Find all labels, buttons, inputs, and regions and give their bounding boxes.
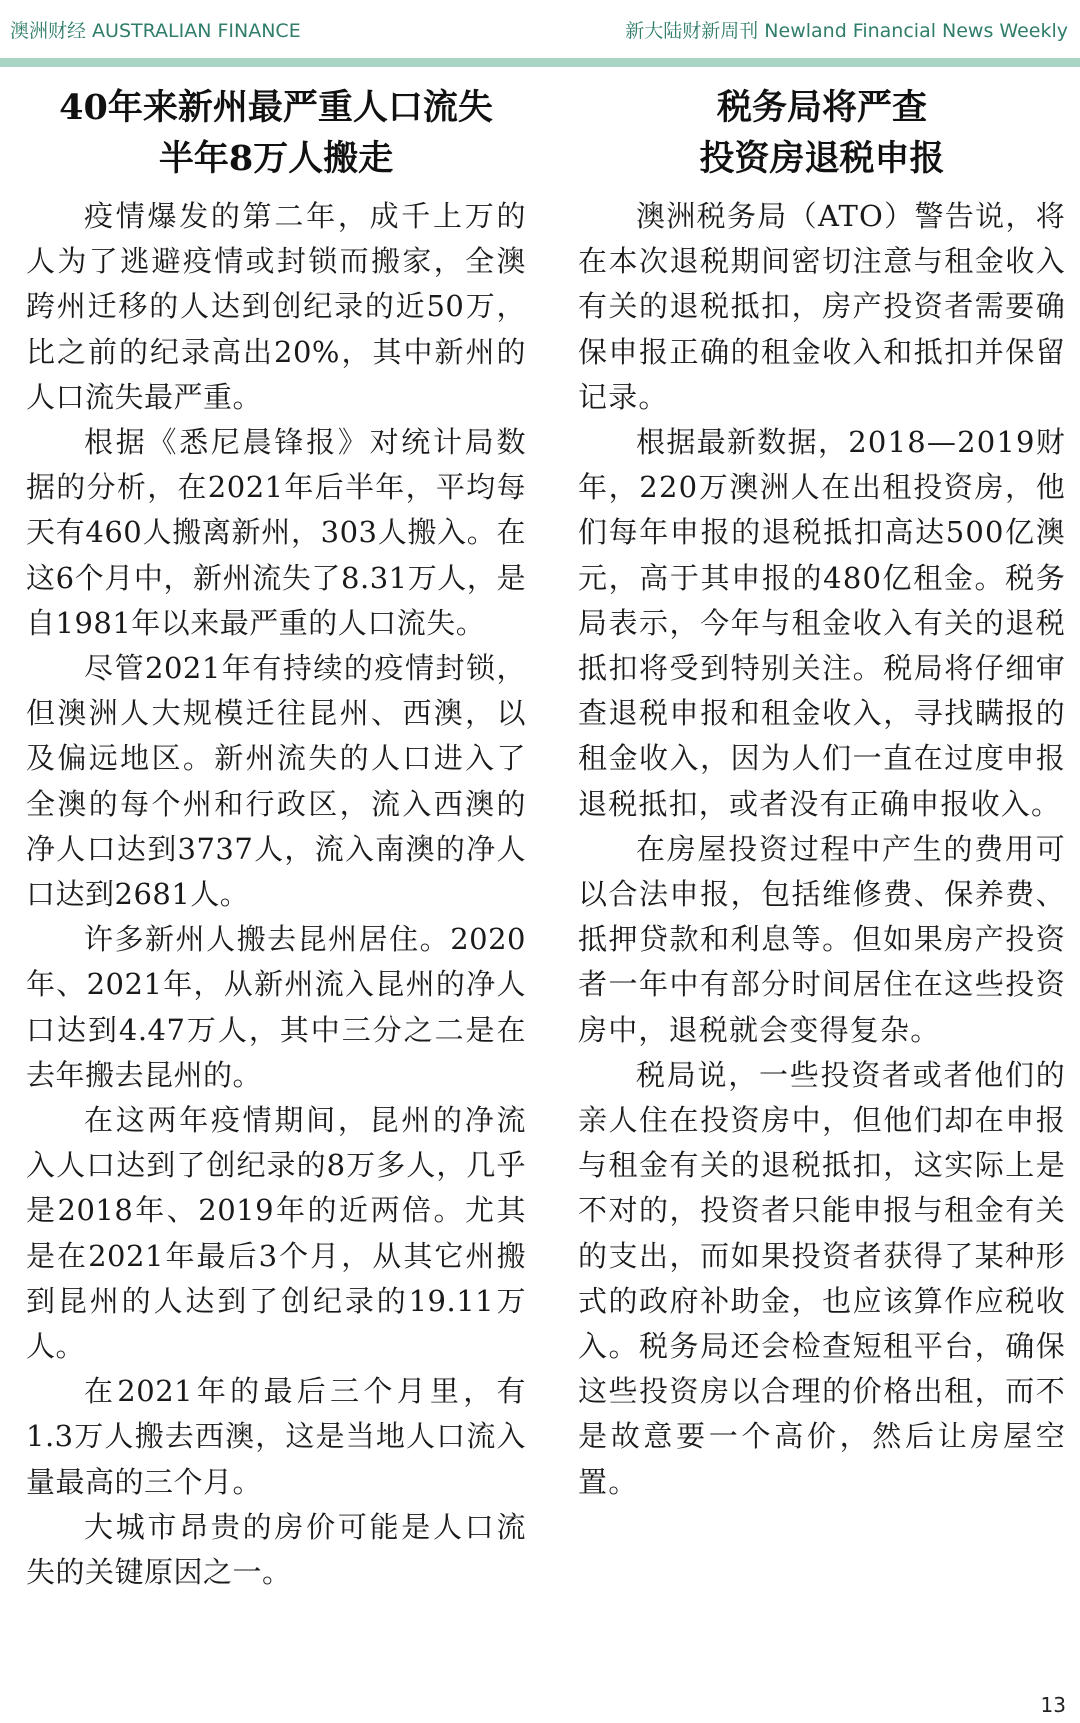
left-article-title [26, 82, 526, 184]
paragraph: 在2021年的最后三个月里，有1.3万人搬去西澳，这是当地人口流入量最高的三个月。 [26, 1374, 526, 1499]
paragraph: 疫情爆发的第二年，成千上万的人为了逃避疫情或封锁而搬家，全澳跨州迁移的人达到创纪录的近50万，比之前的纪录高出20%，其中新州的人口流失最严重。 [26, 199, 526, 414]
paragraph: 在房屋投资过程中产生的费用可以合法申报，包括维修费、保养费、抵押贷款和利息等。但如果房产投资者一年中有部分时间居住在这些投资房中，退税就会变得复杂。 [578, 831, 1066, 1047]
header-divider [0, 58, 1080, 67]
right-article [578, 82, 1066, 1505]
right-article-title [578, 82, 1066, 184]
paragraph: 根据《悉尼晨锋报》对统计局数据的分析，在2021年后半年，平均每天有460人搬离新州，303人搬入。在这6个月中，新州流失了8.31万人，是自1981年以来最严重的人口流失。 [26, 425, 526, 640]
paragraph: 澳洲税务局（ATO）警告说，将在本次退税期间密切注意与租金收入有关的退税抵扣，房产投资者需要确保申报正确的租金收入和抵扣并保留记录。 [578, 199, 1066, 414]
publication-series: 新大陆财新周刊 Newland Financial News Weekly [625, 19, 1068, 42]
paragraph: 在这两年疫情期间，昆州的净流入人口达到了创纪录的8万多人，几乎是2018年、2019年的近两倍。尤其是在2021年最后3个月，从其它州搬到昆州的人达到了创纪录的19.11万人。 [26, 1103, 526, 1364]
right-title-line: 税务局将严查 [716, 87, 927, 128]
left-title-line: 40年来新州最严重人口流失 [59, 87, 493, 128]
paragraph: 许多新州人搬去昆州居住。2020年、2021年，从新州流入昆州的净人口达到4.47万人，其中三分之二是在去年搬去昆州的。 [26, 922, 526, 1092]
left-title-line: 半年8万人搬走 [158, 138, 394, 179]
left-article [26, 82, 526, 1595]
publication-name: 澳洲财经 AUSTRALIAN FINANCE [10, 19, 301, 42]
paragraph: 根据最新数据，2018—2019财年，220万澳洲人在出租投资房，他们每年申报的退税抵扣高达500亿澳元，高于其申报的480亿租金。税务局表示，今年与租金收入有关的退税抵扣将受到特别关注。税局将仔细审查退税申报和租金收入，寻找瞒报的租金收入，因为人们一直在过度申报退税抵扣，或者没有正确申报收入。 [578, 425, 1066, 821]
right-title-line: 投资房退税申报 [699, 138, 945, 179]
paragraph: 税局说，一些投资者或者他们的亲人住在投资房中，但他们却在申报与租金有关的退税抵扣，这实际上是不对的，投资者只能申报与租金有关的支出，而如果投资者获得了某种形式的政府补助金，也应该算作应税收入。税务局还会检查短租平台，确保这些投资房以合理的价格出租，而不是故意要一个高价，然后让房屋空置。 [578, 1057, 1066, 1499]
paragraph: 尽管2021年有持续的疫情封锁，但澳洲人大规模迁往昆州、西澳，以及偏远地区。新州流失的人口进入了全澳的每个州和行政区，流入西澳的净人口达到3737人，流入南澳的净人口达到2681人。 [26, 651, 526, 912]
page-number: 13 [1040, 1693, 1066, 1717]
paragraph: 大城市昂贵的房价可能是人口流失的关键原因之一。 [26, 1509, 526, 1590]
page-header [0, 0, 1080, 58]
